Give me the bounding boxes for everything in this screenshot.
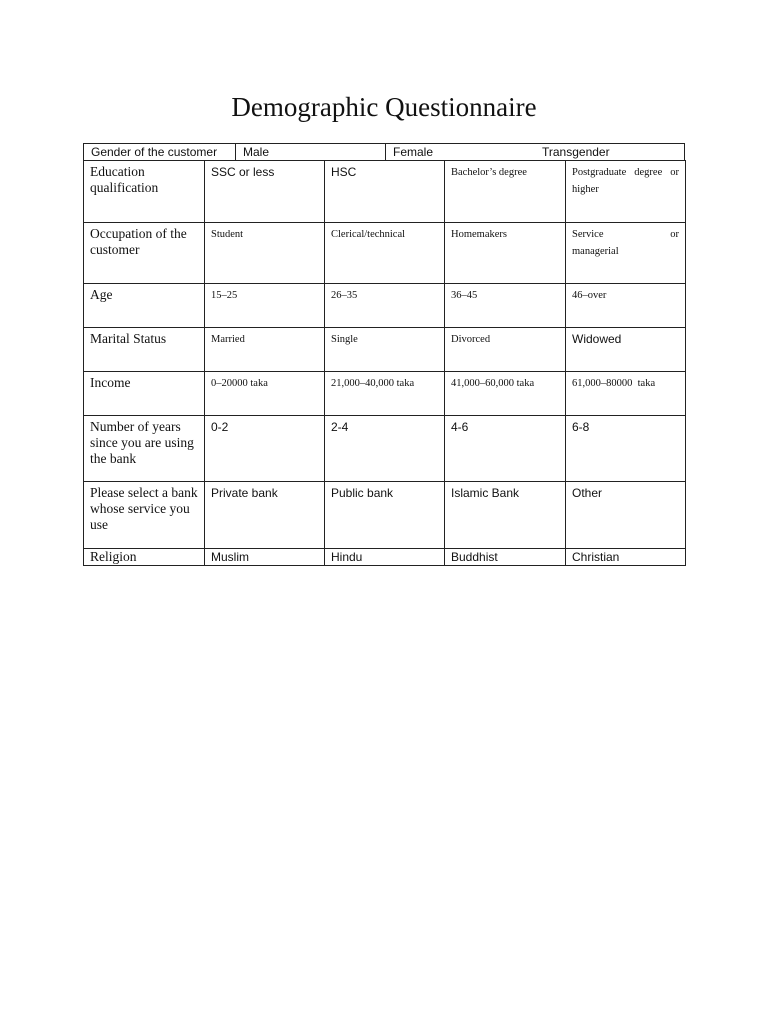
option-cell: Buddhist [445, 549, 566, 566]
table-row [84, 161, 686, 223]
option-cell: Hindu [325, 549, 445, 566]
gender-label: Gender of the customer [91, 145, 218, 159]
option-cell: 0-2 [205, 416, 325, 482]
row-label-marital-status: Marital Status [84, 328, 205, 372]
gender-option-male: Male [235, 144, 385, 160]
option-cell: Clerical/technical [325, 223, 445, 284]
option-cell: Muslim [205, 549, 325, 566]
option-cell: Postgraduate degree or higher [566, 161, 686, 223]
questionnaire-table [83, 160, 686, 566]
gender-row [83, 143, 685, 161]
gender-option-transgender: Transgender [542, 145, 610, 159]
table-row [84, 284, 686, 328]
table-row [84, 372, 686, 416]
option-cell: Divorced [445, 328, 566, 372]
option-cell: SSC or less [205, 161, 325, 223]
option-cell: 61,000–80000 taka [566, 372, 686, 416]
option-cell: 41,000–60,000 taka [445, 372, 566, 416]
option-cell: HSC [325, 161, 445, 223]
option-cell: 46–over [566, 284, 686, 328]
page-title: Demographic Questionnaire [231, 92, 537, 122]
table-row [84, 482, 686, 549]
table-row [84, 328, 686, 372]
row-label-religion: Religion [84, 549, 205, 566]
option-cell: 6-8 [566, 416, 686, 482]
option-cell: 21,000–40,000 taka [325, 372, 445, 416]
option-cell: Bachelor’s degree [445, 161, 566, 223]
option-cell: Christian [566, 549, 686, 566]
option-cell: Islamic Bank [445, 482, 566, 549]
option-cell: Service or managerial [566, 223, 686, 284]
option-cell: Private bank [205, 482, 325, 549]
option-cell: 36–45 [445, 284, 566, 328]
table-row [84, 223, 686, 284]
option-cell: 26–35 [325, 284, 445, 328]
option-cell: Single [325, 328, 445, 372]
option-cell: Homemakers [445, 223, 566, 284]
option-cell: Married [205, 328, 325, 372]
option-cell: 2-4 [325, 416, 445, 482]
row-label-years-using-bank: Number of years since you are using the bank [84, 416, 205, 482]
option-cell: Other [566, 482, 686, 549]
row-label-occupation: Occupation of the customer [84, 223, 205, 284]
row-label-age: Age [84, 284, 205, 328]
table-row [84, 416, 686, 482]
option-cell: 0–20000 taka [205, 372, 325, 416]
option-cell: Widowed [566, 328, 686, 372]
row-label-bank-type: Please select a bank whose service you use [84, 482, 205, 549]
option-cell: 15–25 [205, 284, 325, 328]
row-label-income: Income [84, 372, 205, 416]
table-row [84, 549, 686, 566]
gender-option-female: Female [385, 144, 535, 160]
option-cell: Public bank [325, 482, 445, 549]
option-cell: 4-6 [445, 416, 566, 482]
option-cell: Student [205, 223, 325, 284]
row-label-education: Education qualification [84, 161, 205, 223]
